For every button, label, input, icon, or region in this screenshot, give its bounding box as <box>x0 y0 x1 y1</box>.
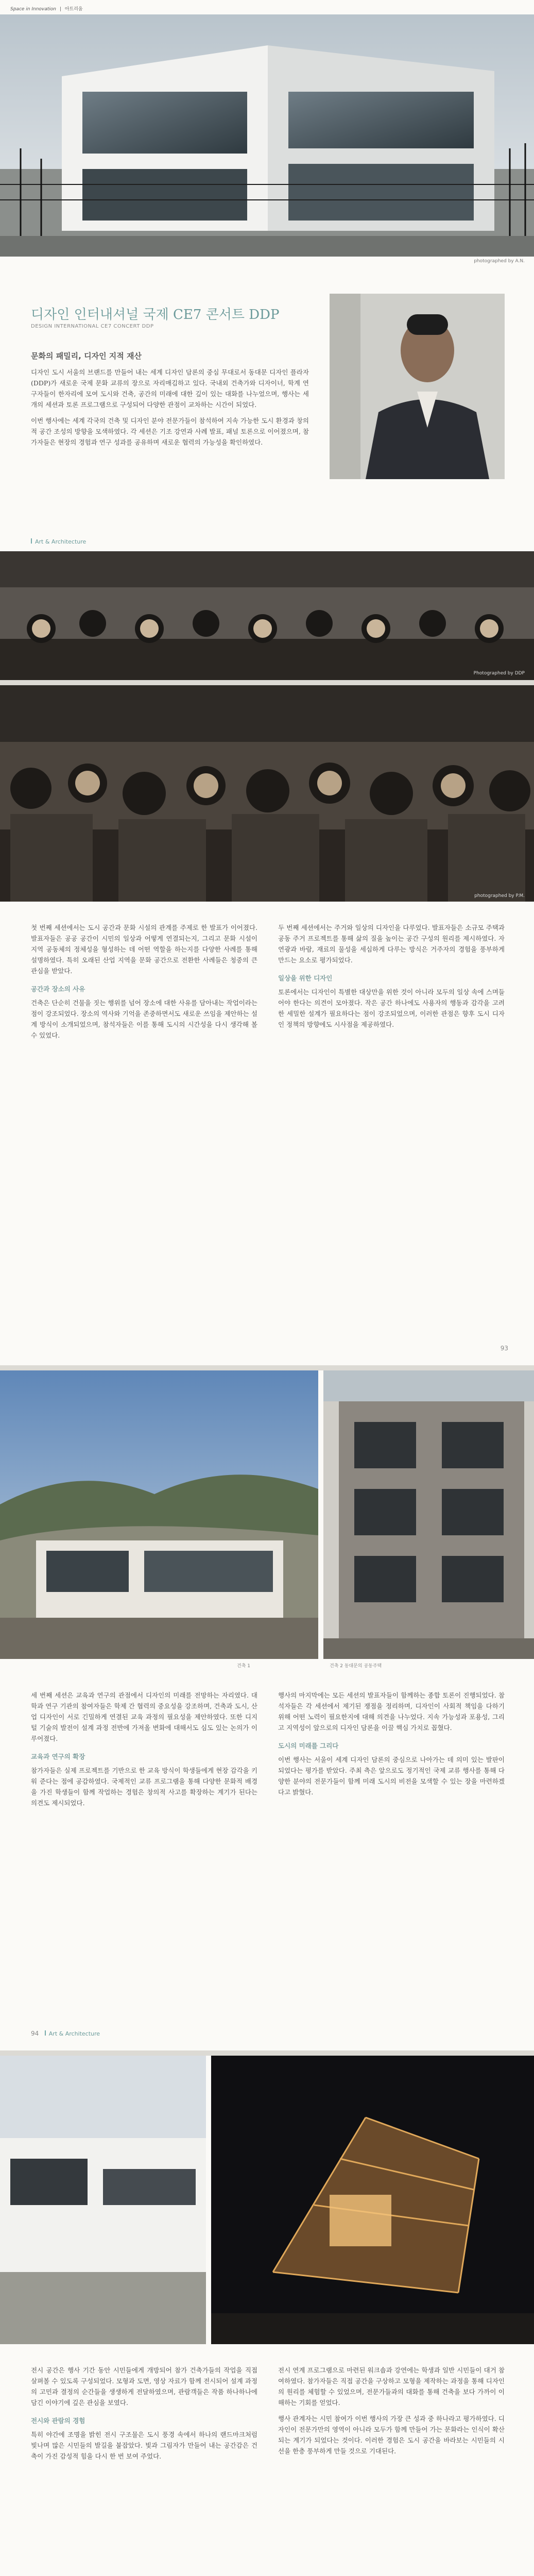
page3-footer <box>31 2030 100 2037</box>
page-gap <box>0 2050 534 2056</box>
mountain-house-illustration <box>0 1370 318 1659</box>
page3-column-1 <box>31 1690 257 1814</box>
page-1 <box>0 0 534 680</box>
page-gap <box>0 680 534 685</box>
apartment-photo <box>323 1370 534 1659</box>
page1-col1-text: 디자인 도시 서울의 브랜드를 만들어 내는 세계 디자인 담론의 중심 무대로서 동대문 디자인 플라자(DDP)가 새로운 국제 문화 교류의 장으로 자리매김하고 있다. 국내외 건축가와 디자이너, 학계 연구자들이 한자리에 모여 도시와 건축, 공간의 미래에 대한 깊이 있는 대화를 나누었으며, 행사는 세 개의 세션과 토론 프로그램으로 구성되어 다양한 관점이 교차하는 시간이 되었다. <box>31 368 309 409</box>
page1-col2-text: 이번 행사에는 세계 각국의 건축 및 디자인 분야 전문가들이 참석하여 지속 가능한 도시 환경과 창의적 공간 조성의 방향을 모색하였다. 각 세션은 기조 강연과 사례 발표, 패널 토론으로 이어졌으며, 참가자들은 현장의 경험과 연구 성과를 공유하며 새로운 협력의 가능성을 확인하였다. <box>31 417 309 446</box>
header: Space in Innovation | 아트리움 <box>10 7 83 12</box>
page2-column-1 <box>31 922 257 1046</box>
page1-footer-text: Art & Architecture <box>35 538 87 545</box>
page4-column-2 <box>278 2365 505 2462</box>
page3-caption-right: 건축 2 동대문의 공동주택 <box>330 1664 382 1669</box>
page1-footer <box>31 538 86 545</box>
page3-col1-text: 세 번째 세션은 교육과 연구의 관점에서 디자인의 미래를 전망하는 자리였다. 대학과 연구 기관의 참여자들은 학제 간 협력의 중요성을 강조하며, 건축과 도시, 산업 디자인이 서로 긴밀하게 연결된 교육 과정의 필요성을 제안하였다. 또한 디지털 기술의 발전이 설계 과정 전반에 가져올 변화에 대해서도 심도 있는 논의가 이루어졌다. <box>31 1691 257 1742</box>
byline: 문화의 패밀리, 디자인 지적 재산 <box>31 351 142 361</box>
page3-subhead-1: 교육과 연구의 확장 <box>31 1753 85 1760</box>
page3-subhead-2: 도시의 미래를 그리다 <box>278 1742 339 1750</box>
night-structure-photo <box>211 2056 534 2344</box>
page3-number: 94 <box>31 2030 39 2037</box>
header-subsection: 아트리움 <box>64 7 83 12</box>
page3-col2-text: 행사의 마지막에는 모든 세션의 발표자들이 함께하는 종합 토론이 진행되었다. 참석자들은 각 세션에서 제기된 쟁점을 정리하며, 디자인이 사회적 책임을 다하기 위해 어떤 노력이 필요한지에 대해 의견을 나누었다. 지속 가능성과 포용성, 그리고 지역성이 앞으로의 디자인 담론을 이끌 핵심 가치로 꼽혔다. <box>278 1691 505 1732</box>
night-structure-illustration <box>211 2056 534 2344</box>
page2-col1-text: 첫 번째 세션에서는 도시 공간과 문화 시설의 관계를 주제로 한 발표가 이어졌다. 발표자들은 공공 공간이 시민의 일상과 어떻게 연결되는지, 그리고 문화 시설이 지역 공동체의 정체성을 형성하는 데 어떤 역할을 하는지를 다양한 사례를 통해 설명하였다. 특히 오래된 산업 지역을 문화 공간으로 전환한 사례들은 청중의 큰 관심을 받았다. <box>31 924 257 975</box>
page3-caption-left: 건축 1 <box>237 1664 250 1669</box>
page2-col1b-text: 건축은 단순히 건물을 짓는 행위를 넘어 장소에 대한 사유를 담아내는 작업이라는 점이 강조되었다. 장소의 역사와 기억을 존중하면서도 새로운 쓰임을 제안하는 설계 방식이 소개되었으며, 참석자들은 이를 통해 도시의 시간성을 다시 생각해 볼 수 있었다. <box>31 999 257 1039</box>
page2-col2b-text: 토론에서는 디자인이 특별한 대상만을 위한 것이 아니라 모두의 일상 속에 스며들어야 한다는 의견이 모아졌다. 작은 공간 하나에도 사용자의 행동과 감각을 고려한 세밀한 설계가 필요하다는 점이 강조되었으며, 이러한 관점은 향후 도시 디자인 정책의 방향에도 시사점을 제공하였다. <box>278 988 505 1028</box>
page4-col2-text: 전시 연계 프로그램으로 마련된 워크숍과 강연에는 학생과 일반 시민들이 대거 참여하였다. 참가자들은 직접 공간을 구상하고 모형을 제작하는 과정을 통해 디자인의 원리를 체험할 수 있었으며, 전문가들과의 대화를 통해 건축을 보다 가까이 이해하는 기회를 얻었다. <box>278 2366 505 2406</box>
portrait-photo <box>330 294 505 479</box>
audience-photo-credit: photographed by P.M. <box>474 893 525 899</box>
page2-subhead-2: 일상을 위한 디자인 <box>278 974 333 982</box>
hero-photo-credit: photographed by A.N. <box>474 259 525 264</box>
page4-col2b-text: 행사 관계자는 시민 참여가 이번 행사의 가장 큰 성과 중 하나라고 평가하였다. 디자인이 전문가만의 영역이 아니라 모두가 함께 만들어 가는 문화라는 인식이 확산되는 계기가 되었다는 것이다. 이러한 경험은 도시 공간을 바라보는 시민들의 시선을 한층 풍부하게 만들 것으로 기대된다. <box>278 2415 505 2455</box>
page2-column-2 <box>278 922 505 1035</box>
apartment-illustration <box>323 1370 534 1659</box>
page-gap <box>0 1365 534 1370</box>
page4-col1b-text: 특히 야간에 조명을 밝힌 전시 구조물은 도시 풍경 속에서 하나의 랜드마크처럼 빛나며 많은 시민들의 발길을 붙잡았다. 빛과 그림자가 만들어 내는 공간감은 건축이 가진 감성적 힘을 다시 한 번 보여 주었다. <box>31 2431 257 2460</box>
page-3 <box>0 1370 534 2050</box>
white-building-illustration <box>0 2056 206 2344</box>
page3-col1b-text: 참가자들은 실제 프로젝트를 기반으로 한 교육 방식이 학생들에게 현장 감각을 키워 준다는 점에 공감하였다. 국제적인 교류 프로그램을 통해 다양한 문화적 배경을 가진 학생들이 함께 작업하는 경험은 창의적 사고를 확장하는 계기가 된다는 의견도 제시되었다. <box>31 1767 257 1807</box>
conference-illustration <box>0 551 534 680</box>
header-section: Space in Innovation <box>10 7 57 12</box>
mountain-house-photo <box>0 1370 318 1659</box>
page2-number: 93 <box>500 1345 508 1352</box>
page4-subhead-1: 전시와 관람의 경험 <box>31 2417 85 2425</box>
white-building-photo <box>0 2056 206 2344</box>
page3-footer-text: Art & Architecture <box>48 2030 100 2037</box>
page-2 <box>0 685 534 1365</box>
page4-col1-text: 전시 공간은 행사 기간 동안 시민들에게 개방되어 참가 건축가들의 작업을 직접 살펴볼 수 있도록 구성되었다. 모형과 도면, 영상 자료가 함께 전시되어 설계 과정의 고민과 결정의 순간들을 생생하게 전달하였으며, 관람객들은 작품 하나하나에 담긴 이야기에 깊은 관심을 보였다. <box>31 2366 257 2406</box>
page4-column-1 <box>31 2365 257 2467</box>
audience-illustration <box>0 685 534 902</box>
page3-column-2 <box>278 1690 505 1803</box>
page-4 <box>0 2056 534 2576</box>
page2-subhead-1: 공간과 장소의 사유 <box>31 985 85 993</box>
page2-col2-text: 두 번째 세션에서는 주거와 일상의 디자인을 다루었다. 발표자들은 소규모 주택과 공동 주거 프로젝트를 통해 삶의 질을 높이는 공간 구성의 원리를 제시하였다. 자연광과 바람, 재료의 물성을 세심하게 다루는 방식은 거주자의 경험을 풍부하게 만드는 요소로 평가되었다. <box>278 924 505 964</box>
hero-photo <box>0 14 534 257</box>
audience-photo <box>0 685 534 902</box>
portrait-illustration <box>330 294 505 479</box>
headline: 디자인 인터내셔널 국제 CE7 콘서트 DDP <box>31 307 280 323</box>
hero-building-illustration <box>0 14 534 257</box>
conference-photo <box>0 551 534 680</box>
subtitle: DESIGN INTERNATIONAL CE7 CONCERT DDP <box>31 324 154 329</box>
page3-col2b-text: 이번 행사는 서울이 세계 디자인 담론의 중심으로 나아가는 데 의미 있는 발판이 되었다는 평가를 받았다. 주최 측은 앞으로도 정기적인 국제 교류 행사를 통해 다양한 분야의 전문가들이 함께 미래 도시의 비전을 모색할 수 있는 장을 마련하겠다고 밝혔다. <box>278 1756 505 1796</box>
page1-column-1 <box>31 367 309 453</box>
conference-photo-caption: Photographed by DDP <box>473 671 525 676</box>
